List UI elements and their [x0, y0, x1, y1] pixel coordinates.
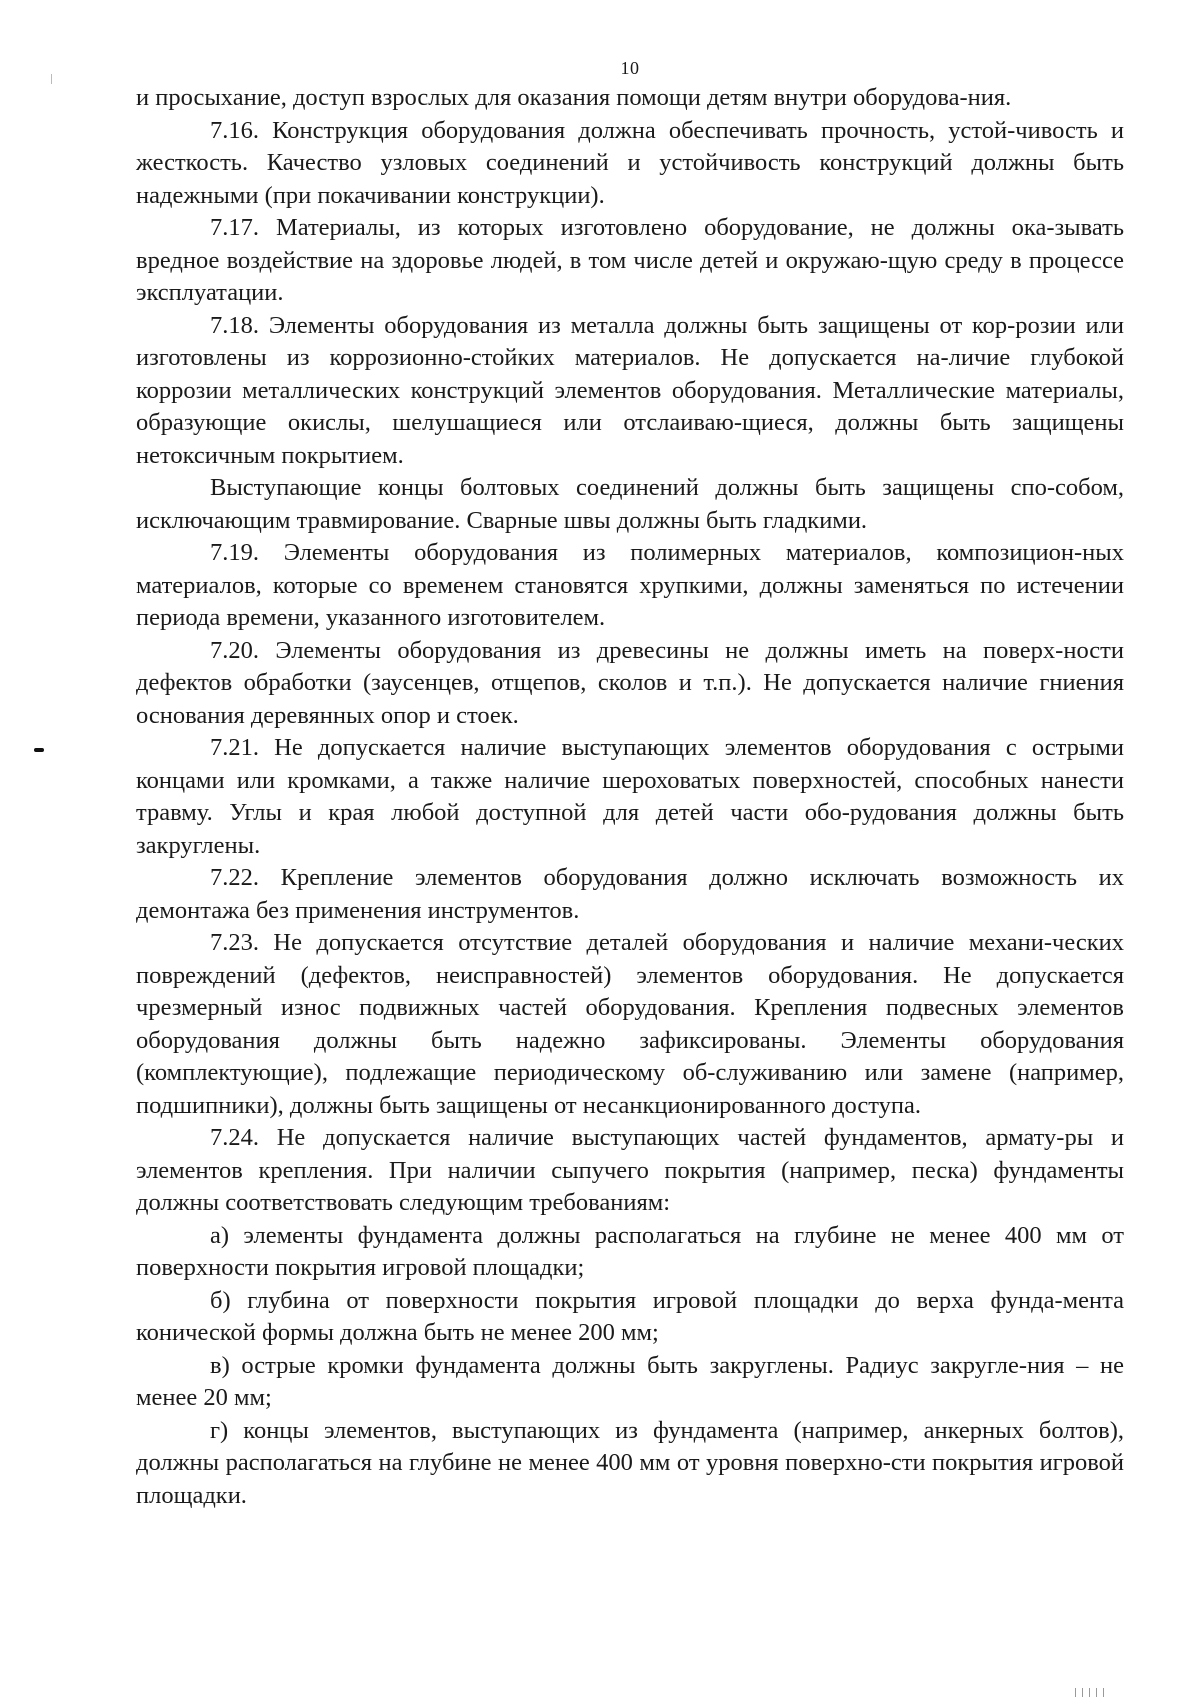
paragraph-7-22: 7.22. Крепление элементов оборудования должно исключать возможность их демонтажа без применения инструментов.	[136, 864, 1124, 924]
paragraph-bolts: Выступающие концы болтовых соединений должны быть защищены спо-собом, исключающим травмирование. Сварные швы должны быть гладкими.	[136, 474, 1124, 534]
scan-bottom-ticks	[1075, 1688, 1109, 1697]
paragraph-7-17: 7.17. Материалы, из которых изготовлено оборудование, не должны ока-зывать вредное воздействие на здоровье людей, в том числе детей и окружаю-щую среду в процессе эксплуатации.	[136, 214, 1124, 306]
paragraph-7-23: 7.23. Не допускается отсутствие деталей оборудования и наличие механи-ческих повреждений (дефектов, неисправностей) элементов оборудования. Не допускается чрезмерный износ подвижных частей оборудования. Крепления подвесных элементов оборудования должны быть надежно зафиксированы. Элементы оборудования (комплектующие), подлежащие периодическому об-служиванию или замене (например, подшипники), должны быть защищены от несанкционированного доступа.	[136, 929, 1124, 1119]
paragraph-continuation: и просыхание, доступ взрослых для оказания помощи детям внутри оборудова-ния.	[136, 84, 1012, 111]
list-item-b: б) глубина от поверхности покрытия игровой площадки до верха фунда-мента конической формы должна быть не менее 200 мм;	[136, 1286, 1124, 1346]
paragraph-7-18: 7.18. Элементы оборудования из металла должны быть защищены от кор-розии или изготовлены из коррозионно-стойких материалов. Не допускается на-личие глубокой коррозии металлических конструкций элементов оборудования. Металлические материалы, образующие окислы, шелушащиеся или отслаиваю-щиеся, должны быть защищены нетоксичным покрытием.	[136, 311, 1124, 469]
body-text	[136, 82, 1124, 1512]
list-item-v: в) острые кромки фундамента должны быть закруглены. Радиус закругле-ния – не менее 20 мм;	[136, 1351, 1124, 1411]
paragraph-7-19: 7.19. Элементы оборудования из полимерных материалов, композицион-ных материалов, которые со временем становятся хрупкими, должны заменяться по истечении периода времени, указанного изготовителем.	[136, 539, 1124, 631]
paragraph-7-21: 7.21. Не допускается наличие выступающих элементов оборудования с острыми концами или кромками, а также наличие шероховатых поверхностей, способных нанести травму. Углы и края любой доступной для детей части обо-рудования должны быть закруглены.	[136, 734, 1124, 859]
paragraph-7-16: 7.16. Конструкция оборудования должна обеспечивать прочность, устой-чивость и жесткость. Качество узловых соединений и устойчивость конструкций должны быть надежными (при покачивании конструкции).	[136, 116, 1124, 209]
paragraph-7-20: 7.20. Элементы оборудования из древесины не должны иметь на поверх-ности дефектов обработки (заусенцев, отщепов, сколов и т.п.). Не допускается наличие гниения основания деревянных опор и стоек.	[136, 636, 1124, 729]
list-item-g: г) концы элементов, выступающих из фундамента (например, анкерных болтов), должны располагаться на глубине не менее 400 мм от уровня поверхно-сти покрытия игровой площадки.	[136, 1416, 1124, 1509]
scan-artifact-mark	[34, 748, 44, 752]
list-item-a: а) элементы фундамента должны располагаться на глубине не менее 400 мм от поверхности покрытия игровой площадки;	[136, 1221, 1124, 1281]
page-number: 10	[620, 58, 640, 78]
paragraph-7-24: 7.24. Не допускается наличие выступающих частей фундаментов, армату-ры и элементов крепления. При наличии сыпучего покрытия (например, песка) фундаменты должны соответствовать следующим требованиям:	[136, 1124, 1124, 1216]
